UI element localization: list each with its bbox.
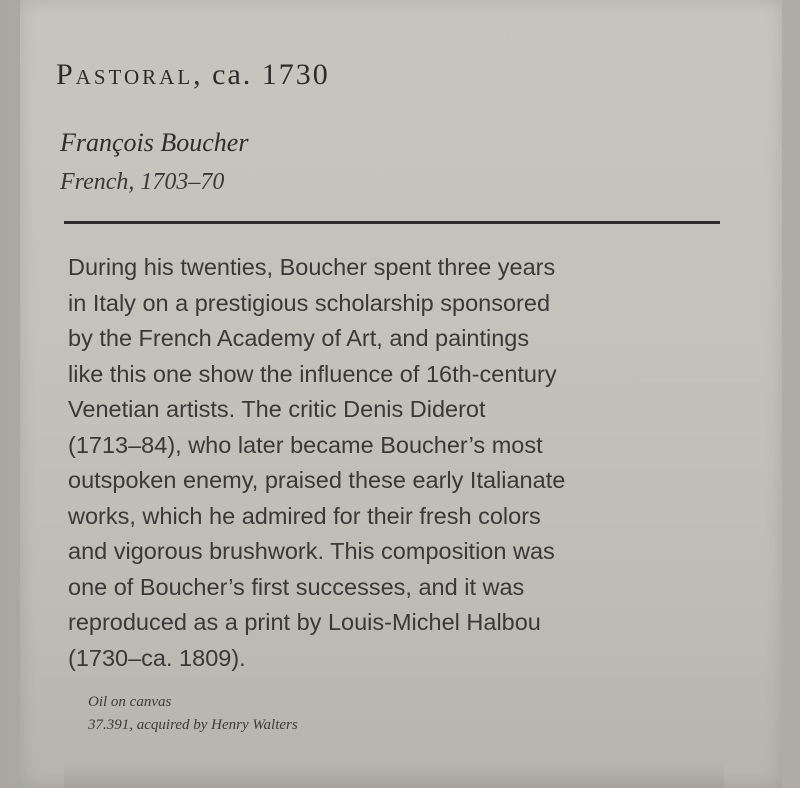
description-line: by the French Academy of Art, and paintings: [68, 325, 530, 351]
description-line: (1713–84), who later became Boucher’s most: [68, 431, 543, 458]
title-main: Pastoral: [56, 58, 194, 91]
artist-nationality-dates: French, 1703–70: [60, 169, 225, 195]
artist-name: François Boucher: [60, 128, 249, 157]
description-line: outspoken enemy, praised these early Italianate: [68, 467, 566, 493]
title-date: , ca. 1730: [193, 58, 330, 91]
description-line: one of Boucher’s first successes, and it was: [68, 573, 525, 600]
description-line: Venetian artists. The critic Denis Diderot: [68, 396, 486, 422]
label-description: [68, 250, 708, 676]
description-line: in Italy on a prestigious scholarship sponsored: [68, 289, 551, 316]
description-line: During his twenties, Boucher spent three years: [68, 254, 556, 280]
description-line: like this one show the influence of 16th-century: [68, 360, 557, 387]
divider-rule: [64, 221, 720, 224]
description-line: (1730–ca. 1809).: [68, 644, 246, 671]
artwork-medium: Oil on canvas: [88, 694, 172, 710]
artwork-title: [56, 58, 330, 92]
description-line: reproduced as a print by Louis-Michel Halbou: [68, 609, 541, 635]
description-line: works, which he admired for their fresh colors: [68, 502, 541, 529]
description-line: and vigorous brushwork. This composition was: [68, 538, 555, 564]
accession-credit: 37.391, acquired by Henry Walters: [88, 717, 298, 733]
